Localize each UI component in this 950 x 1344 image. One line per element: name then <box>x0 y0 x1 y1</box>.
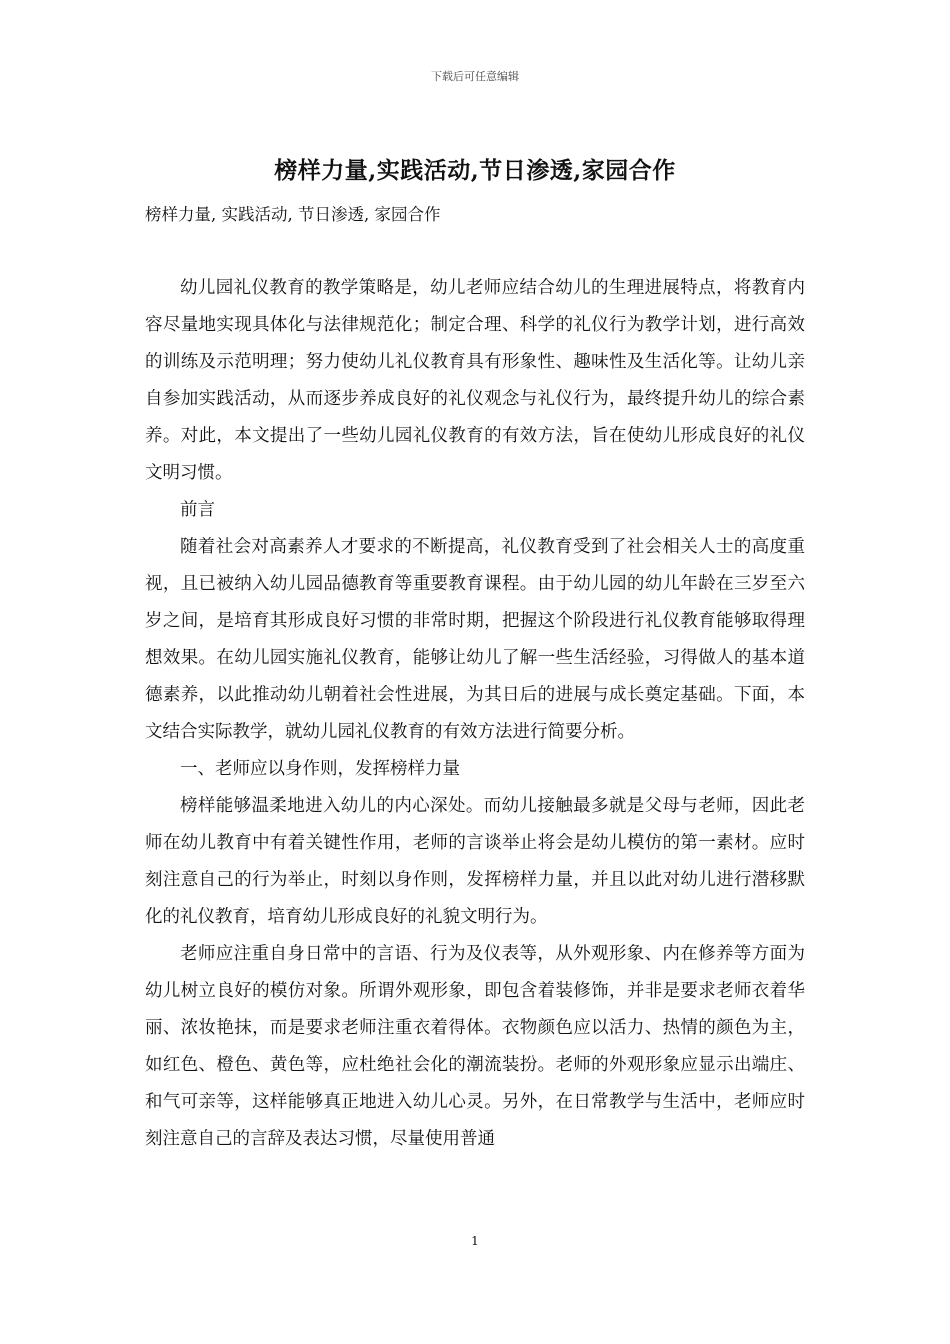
abstract-paragraph: 幼儿园礼仪教育的教学策略是，幼儿老师应结合幼儿的生理进展特点，将教育内容尽量地实现具体化与法律规范化；制定合理、科学的礼仪行为教学计划，进行高效的训练及示范明理；努力使幼儿礼仪教育具有形象性、趣味性及生活化等。让幼儿亲自参加实践活动，从而逐步养成良好的礼仪观念与礼仪行为，最终提升幼儿的综合素养。对此，本文提出了一些幼儿园礼仪教育的有效方法，旨在使幼儿形成良好的礼仪文明习惯。 <box>145 278 805 483</box>
page-header-note: 下载后可任意编辑 <box>431 70 519 83</box>
document-body <box>145 270 805 1158</box>
preface-paragraph: 随着社会对高素养人才要求的不断提高，礼仪教育受到了社会相关人士的高度重视，且已被纳入幼儿园品德教育等重要教育课程。由于幼儿园的幼儿年龄在三岁至六岁之间，是培育其形成良好习惯的非常时期，把握这个阶段进行礼仪教育能够取得理想效果。在幼儿园实施礼仪教育，能够让幼儿了解一些生活经验，习得做人的基本道德素养，以此推动幼儿朝着社会性进展，为其日后的进展与成长奠定基础。下面，本文结合实际教学，就幼儿园礼仪教育的有效方法进行简要分析。 <box>145 537 805 742</box>
document-subtitle: 榜样力量, 实践活动, 节日渗透, 家园合作 <box>145 205 441 224</box>
preface-heading: 前言 <box>180 500 215 520</box>
section-1-paragraph-2: 老师应注重自身日常中的言语、行为及仪表等，从外观形象、内在修养等方面为幼儿树立良好的模仿对象。所谓外观形象，即包含着装修饰，并非是要求老师衣着华丽、浓妆艳抹，而是要求老师注重衣着得体。衣物颜色应以活力、热情的颜色为主，如红色、橙色、黄色等，应杜绝社会化的潮流装扮。老师的外观形象应显示出端庄、和气可亲等，这样能够真正地进入幼儿心灵。另外，在日常教学与生活中，老师应时刻注意自己的言辞及表达习惯，尽量使用普通 <box>145 944 805 1149</box>
section-1-heading: 一、老师应以身作则，发挥榜样力量 <box>180 759 460 779</box>
document-title: 榜样力量,实践活动,节日渗透,家园合作 <box>274 157 676 184</box>
section-1-paragraph-1: 榜样能够温柔地进入幼儿的内心深处。而幼儿接触最多就是父母与老师，因此老师在幼儿教育中有着关键性作用，老师的言谈举止将会是幼儿模仿的第一素材。应时刻注意自己的行为举止，时刻以身作则，发挥榜样力量，并且以此对幼儿进行潜移默化的礼仪教育，培育幼儿形成良好的礼貌文明行为。 <box>145 796 805 927</box>
page-number: 1 <box>471 1234 479 1248</box>
